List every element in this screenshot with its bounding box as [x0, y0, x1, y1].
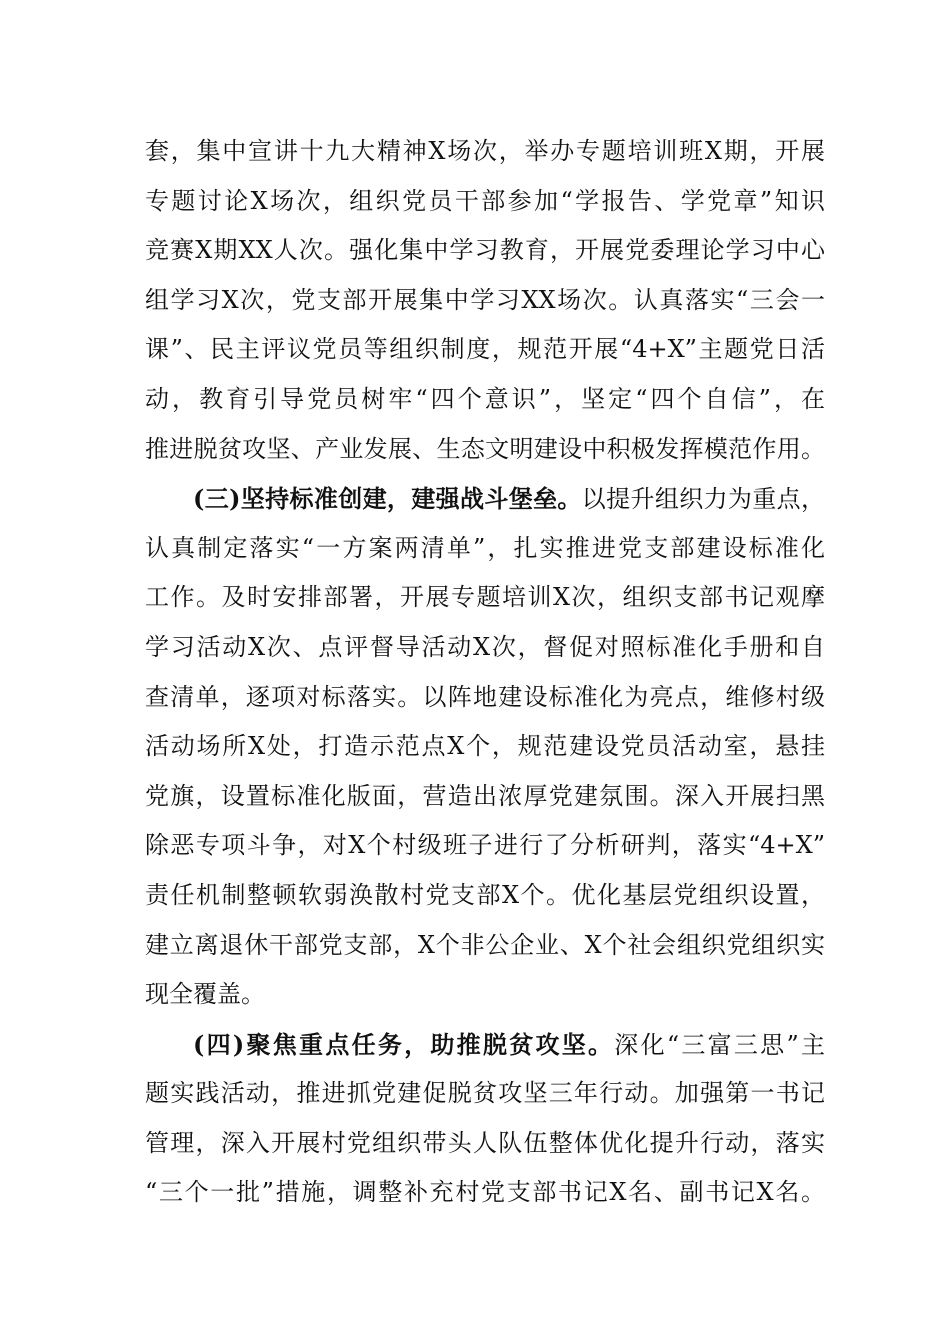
text-line: 套，集中宣讲十九大精神X场次，举办专题培训班X期，开展 — [145, 137, 825, 165]
text-line-last: 现全覆盖。 — [145, 980, 265, 1009]
section-first-line — [145, 1020, 825, 1070]
text-line: 责任机制整顿软弱涣散村党支部X个。优化基层党组织设置， — [145, 880, 825, 909]
section-first-line — [145, 474, 825, 524]
text-line: 查清单，逐项对标落实。以阵地建设标准化为亮点，维修村级 — [145, 682, 825, 711]
text-line: 组学习X次，党支部开展集中学习XX场次。认真落实“三会一 — [145, 285, 825, 314]
text-line: 课”、民主评议党员等组织制度，规范开展“4+X”主题党日活 — [145, 335, 825, 364]
text-line: 竞赛X期XX人次。强化集中学习教育，开展党委理论学习中心 — [145, 236, 825, 265]
text-line: 学习活动X次、点评督导活动X次，督促对照标准化手册和自 — [145, 632, 825, 661]
text-line: 认真制定落实“一方案两清单”，扎实推进党支部建设标准化 — [145, 533, 825, 562]
text-line: 除恶专项斗争，对X个村级班子进行了分析研判，落实“4+X” — [145, 831, 825, 860]
text-line: 管理，深入开展村党组织带头人队伍整体优化提升行动，落实 — [145, 1128, 825, 1157]
text-line: 推进脱贫攻坚、产业发展、生态文明建设中积极发挥模范作用。 — [145, 434, 825, 463]
section-first-line-text: 深化“三富三思”主 — [614, 1030, 825, 1059]
paragraph-section-3 — [145, 474, 825, 1020]
text-line: “三个一批”措施，调整补充村党支部书记X名、副书记X名。 — [145, 1178, 825, 1207]
section-first-line-text: 以提升组织力为重点， — [581, 485, 825, 514]
section-heading: (三)坚持标准创建，建强战斗堡垒。 — [193, 484, 582, 514]
text-line: 党旗，设置标准化版面，营造出浓厚党建氛围。深入开展扫黑 — [145, 781, 825, 810]
document-body — [145, 127, 825, 1218]
paragraph-1 — [145, 127, 825, 474]
text-line: 专题讨论X场次，组织党员干部参加“学报告、学党章”知识 — [145, 186, 825, 215]
text-line: 工作。及时安排部署，开展专题培训X次，组织支部书记观摩 — [145, 583, 825, 612]
paragraph-section-4 — [145, 1020, 825, 1218]
section-heading: (四)聚焦重点任务，助推脱贫攻坚。 — [193, 1029, 615, 1059]
text-line: 动，教育引导党员树牢“四个意识”，坚定“四个自信”，在 — [145, 384, 825, 413]
text-line: 建立离退休干部党支部，X个非公企业、X个社会组织党组织实 — [145, 930, 825, 959]
text-line: 活动场所X处，打造示范点X个，规范建设党员活动室，悬挂 — [145, 732, 825, 761]
text-line: 题实践活动，推进抓党建促脱贫攻坚三年行动。加强第一书记 — [145, 1079, 825, 1108]
